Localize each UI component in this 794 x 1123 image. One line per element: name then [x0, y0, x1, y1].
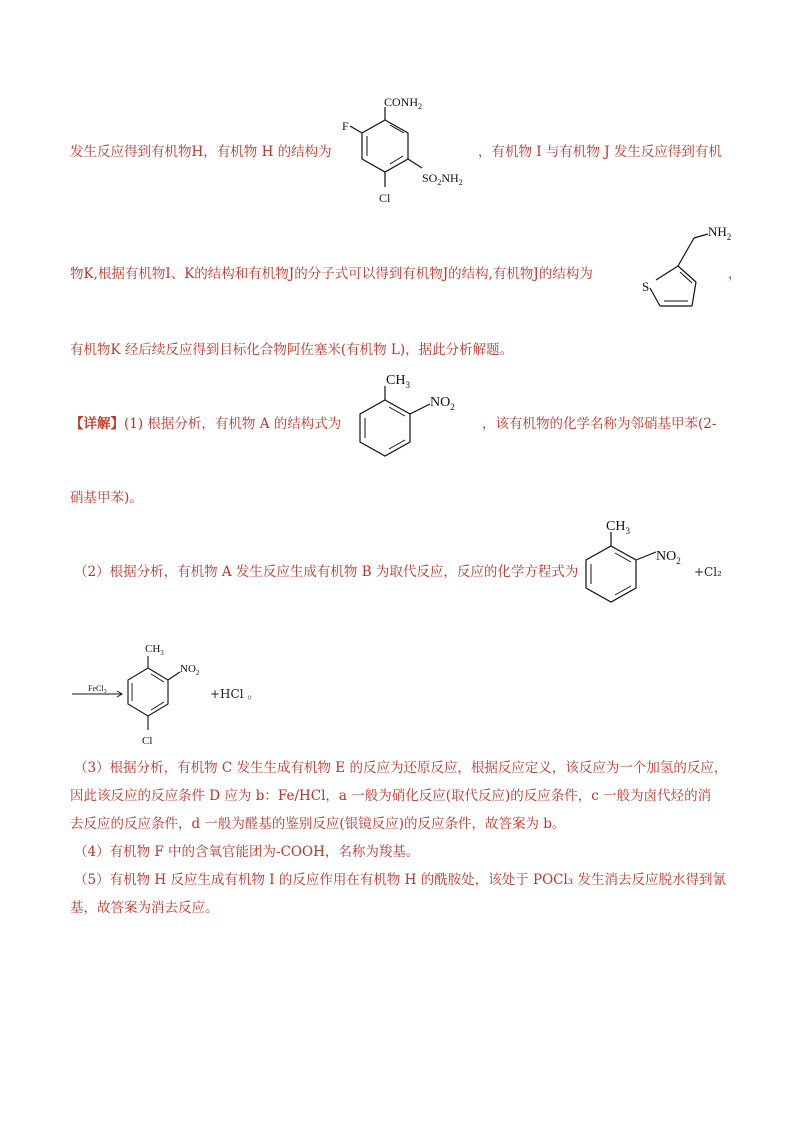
- paragraph-2-after: ，: [728, 266, 742, 282]
- paragraph-2-before: 物K,根据有机物I、K的结构和有机物J的分子式可以得到有机物J的结构,有机物J的结构为: [70, 266, 593, 282]
- b-cl-label: Cl: [142, 735, 153, 747]
- q2-before: （2）根据分析，有机物 A 发生反应生成有机物 B 为取代反应，反应的化学方程式为: [74, 564, 579, 580]
- q3-line-2: 因此该反应的反应条件 D 应为 b：Fe/HCl，a 一般为硝化反应(取代反应)的反应条件，c 一般为卤代烃的消: [70, 788, 712, 804]
- detail-tag: 【详解】: [70, 416, 124, 432]
- a2-no2-label: $NO_2$: [656, 549, 681, 566]
- j-nh2-label: $NH_2$: [708, 224, 732, 242]
- j-s-label: S: [642, 279, 650, 294]
- q3-line-1: （3）根据分析，有机物 C 发生生成有机物 E 的反应为还原反应，根据反应定义，该反应为一个加氢的反应，: [74, 760, 728, 776]
- h-conh2-label: $CONH_2$: [384, 95, 423, 111]
- structure-a: [350, 370, 480, 480]
- detail-q1-cont: 硝基甲苯)。: [70, 490, 143, 506]
- q2-plus-cl2: +Cl₂: [694, 565, 722, 579]
- a2-ch3-label: $CH_3$: [606, 519, 630, 536]
- detail-q1-text: (1) 根据分析，有机物 A 的结构式为: [124, 416, 342, 432]
- a-ch3-label: $CH_3$: [386, 373, 410, 390]
- h-f-label: F: [342, 119, 349, 133]
- q4-line-1: （4）有机物 F 中的含氧官能团为-COOH，名称为羧基。: [74, 844, 420, 860]
- q5-line-1: （5）有机物 H 反应生成有机物 I 的反应作用在有机物 H 的酰胺处，该处于 POCl₃ 发生消去反应脱水得到氰: [74, 872, 727, 888]
- paragraph-3: 有机物K 经后续反应得到目标化合物阿佐塞米(有机物 L)，据此分析解题。: [70, 342, 514, 358]
- h-so2nh2-label: $SO_2NH_2$: [422, 171, 463, 187]
- structure-j: [636, 218, 736, 328]
- b-ch3-label: $CH_3$: [145, 643, 164, 657]
- a-no2-label: $NO_2$: [430, 395, 455, 412]
- q2-plus-hcl: +HCl 。: [210, 687, 260, 701]
- structure-h: [340, 92, 470, 212]
- structure-a2: [576, 516, 696, 626]
- b-catalyst-label: FeCl$_3$: [88, 684, 107, 695]
- detail-q1-before: [70, 414, 341, 434]
- reaction-product-b: [70, 634, 230, 754]
- paragraph-1-after: ，有机物 I 与有机物 J 发生反应得到有机: [478, 144, 722, 160]
- b-no2-label: $NO_2$: [180, 663, 200, 677]
- detail-q1-after: ，该有机物的化学名称为邻硝基甲苯(2-: [482, 416, 717, 432]
- paragraph-1-before: 发生反应得到有机物H，有机物 H 的结构为: [70, 144, 332, 160]
- h-cl-label: Cl: [379, 191, 391, 205]
- q5-line-2: 基，故答案为消去反应。: [70, 900, 219, 916]
- q3-line-3: 去反应的反应条件，d 一般为醛基的鉴别反应(银镜反应)的反应条件，故答案为 b。: [70, 816, 566, 832]
